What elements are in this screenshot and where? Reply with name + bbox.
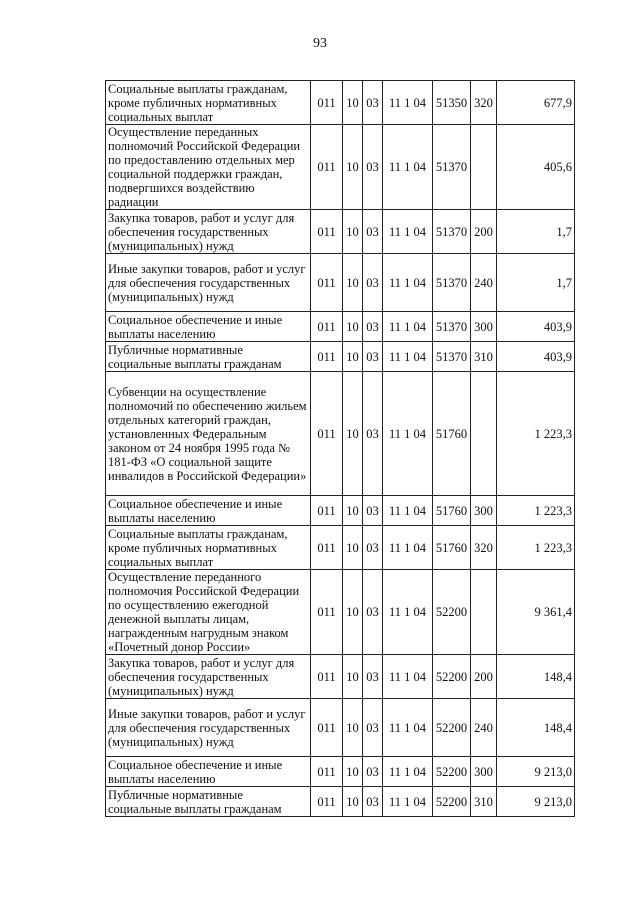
section-code: 10 xyxy=(343,372,363,496)
expense-code: 51760 xyxy=(433,526,471,570)
expense-code: 52200 xyxy=(433,699,471,757)
row-name: Социальное обеспечение и иные выплаты населению xyxy=(106,312,311,342)
ministry-code: 011 xyxy=(311,312,343,342)
program-code: 11 1 04 xyxy=(383,372,433,496)
program-code: 11 1 04 xyxy=(383,342,433,372)
table-row xyxy=(106,496,575,526)
section-code: 10 xyxy=(343,526,363,570)
row-name: Субвенции на осуществление полномочий по обеспечению жильем отдельных категорий граждан, установленных Федеральным законом от 24 ноября 1995 года № 181-ФЗ «О социальной защите инвалидов в Российской Федерации» xyxy=(106,372,311,496)
row-name: Иные закупки товаров, работ и услуг для обеспечения государственных (муниципальных) нужд xyxy=(106,254,311,312)
expense-code: 51370 xyxy=(433,312,471,342)
section-code: 10 xyxy=(343,496,363,526)
section-code: 10 xyxy=(343,125,363,210)
expense-type-code: 240 xyxy=(471,254,497,312)
expense-code: 51760 xyxy=(433,372,471,496)
row-name: Социальные выплаты гражданам, кроме публичных нормативных социальных выплат xyxy=(106,81,311,125)
amount: 9 213,0 xyxy=(497,787,575,817)
subsection-code: 03 xyxy=(363,526,383,570)
row-name: Социальное обеспечение и иные выплаты населению xyxy=(106,496,311,526)
amount: 9 213,0 xyxy=(497,757,575,787)
table-row xyxy=(106,372,575,496)
expense-type-code: 310 xyxy=(471,787,497,817)
section-code: 10 xyxy=(343,699,363,757)
table-row xyxy=(106,254,575,312)
amount: 148,4 xyxy=(497,699,575,757)
subsection-code: 03 xyxy=(363,570,383,655)
program-code: 11 1 04 xyxy=(383,655,433,699)
program-code: 11 1 04 xyxy=(383,570,433,655)
ministry-code: 011 xyxy=(311,254,343,312)
amount: 148,4 xyxy=(497,655,575,699)
table-row xyxy=(106,570,575,655)
expense-type-code: 200 xyxy=(471,210,497,254)
subsection-code: 03 xyxy=(363,342,383,372)
table-row xyxy=(106,210,575,254)
expense-code: 51370 xyxy=(433,210,471,254)
program-code: 11 1 04 xyxy=(383,210,433,254)
expense-code: 52200 xyxy=(433,787,471,817)
section-code: 10 xyxy=(343,342,363,372)
subsection-code: 03 xyxy=(363,757,383,787)
ministry-code: 011 xyxy=(311,655,343,699)
expense-type-code: 300 xyxy=(471,757,497,787)
expense-type-code: 300 xyxy=(471,312,497,342)
row-name: Закупка товаров, работ и услуг для обеспечения государственных (муниципальных) нужд xyxy=(106,655,311,699)
expense-code: 51370 xyxy=(433,254,471,312)
section-code: 10 xyxy=(343,254,363,312)
expense-type-code: 300 xyxy=(471,496,497,526)
table-row xyxy=(106,312,575,342)
ministry-code: 011 xyxy=(311,699,343,757)
row-name: Закупка товаров, работ и услуг для обеспечения государственных (муниципальных) нужд xyxy=(106,210,311,254)
expense-type-code xyxy=(471,570,497,655)
expense-type-code xyxy=(471,372,497,496)
expense-type-code: 240 xyxy=(471,699,497,757)
expense-type-code: 320 xyxy=(471,526,497,570)
row-name: Иные закупки товаров, работ и услуг для обеспечения государственных (муниципальных) нужд xyxy=(106,699,311,757)
program-code: 11 1 04 xyxy=(383,757,433,787)
amount: 677,9 xyxy=(497,81,575,125)
expense-type-code: 320 xyxy=(471,81,497,125)
amount: 1,7 xyxy=(497,254,575,312)
subsection-code: 03 xyxy=(363,254,383,312)
ministry-code: 011 xyxy=(311,125,343,210)
program-code: 11 1 04 xyxy=(383,254,433,312)
program-code: 11 1 04 xyxy=(383,312,433,342)
table-row xyxy=(106,526,575,570)
section-code: 10 xyxy=(343,655,363,699)
expense-type-code: 310 xyxy=(471,342,497,372)
section-code: 10 xyxy=(343,210,363,254)
page-number: 93 xyxy=(313,36,327,51)
program-code: 11 1 04 xyxy=(383,125,433,210)
subsection-code: 03 xyxy=(363,655,383,699)
subsection-code: 03 xyxy=(363,312,383,342)
expense-code: 52200 xyxy=(433,655,471,699)
ministry-code: 011 xyxy=(311,372,343,496)
row-name: Публичные нормативные социальные выплаты гражданам xyxy=(106,342,311,372)
subsection-code: 03 xyxy=(363,372,383,496)
section-code: 10 xyxy=(343,81,363,125)
amount: 403,9 xyxy=(497,342,575,372)
expense-code: 51370 xyxy=(433,125,471,210)
program-code: 11 1 04 xyxy=(383,699,433,757)
amount: 405,6 xyxy=(497,125,575,210)
ministry-code: 011 xyxy=(311,81,343,125)
row-name: Публичные нормативные социальные выплаты гражданам xyxy=(106,787,311,817)
expense-type-code: 200 xyxy=(471,655,497,699)
section-code: 10 xyxy=(343,312,363,342)
ministry-code: 011 xyxy=(311,526,343,570)
expense-code: 51350 xyxy=(433,81,471,125)
subsection-code: 03 xyxy=(363,699,383,757)
table-row xyxy=(106,342,575,372)
row-name: Осуществление переданного полномочия Российской Федерации по осуществлению ежегодной денежной выплаты лицам, награжденным нагрудным знаком «Почетный донор России» xyxy=(106,570,311,655)
ministry-code: 011 xyxy=(311,342,343,372)
subsection-code: 03 xyxy=(363,81,383,125)
program-code: 11 1 04 xyxy=(383,496,433,526)
program-code: 11 1 04 xyxy=(383,787,433,817)
table-row xyxy=(106,757,575,787)
table-row xyxy=(106,655,575,699)
ministry-code: 011 xyxy=(311,496,343,526)
ministry-code: 011 xyxy=(311,570,343,655)
program-code: 11 1 04 xyxy=(383,526,433,570)
table-row xyxy=(106,787,575,817)
section-code: 10 xyxy=(343,570,363,655)
row-name: Осуществление переданных полномочий Российской Федерации по предоставлению отдельных мер социальной поддержки граждан, подвергшихся воздействию радиации xyxy=(106,125,311,210)
expense-code: 52200 xyxy=(433,757,471,787)
amount: 1 223,3 xyxy=(497,372,575,496)
section-code: 10 xyxy=(343,757,363,787)
expense-code: 51370 xyxy=(433,342,471,372)
amount: 403,9 xyxy=(497,312,575,342)
subsection-code: 03 xyxy=(363,210,383,254)
amount: 1 223,3 xyxy=(497,526,575,570)
amount: 1,7 xyxy=(497,210,575,254)
ministry-code: 011 xyxy=(311,757,343,787)
subsection-code: 03 xyxy=(363,496,383,526)
expense-type-code xyxy=(471,125,497,210)
expense-code: 52200 xyxy=(433,570,471,655)
table-row xyxy=(106,81,575,125)
program-code: 11 1 04 xyxy=(383,81,433,125)
amount: 1 223,3 xyxy=(497,496,575,526)
budget-table xyxy=(105,80,575,817)
ministry-code: 011 xyxy=(311,787,343,817)
table-row xyxy=(106,699,575,757)
subsection-code: 03 xyxy=(363,787,383,817)
expense-code: 51760 xyxy=(433,496,471,526)
row-name: Социальные выплаты гражданам, кроме публичных нормативных социальных выплат xyxy=(106,526,311,570)
ministry-code: 011 xyxy=(311,210,343,254)
table-row xyxy=(106,125,575,210)
subsection-code: 03 xyxy=(363,125,383,210)
row-name: Социальное обеспечение и иные выплаты населению xyxy=(106,757,311,787)
section-code: 10 xyxy=(343,787,363,817)
amount: 9 361,4 xyxy=(497,570,575,655)
